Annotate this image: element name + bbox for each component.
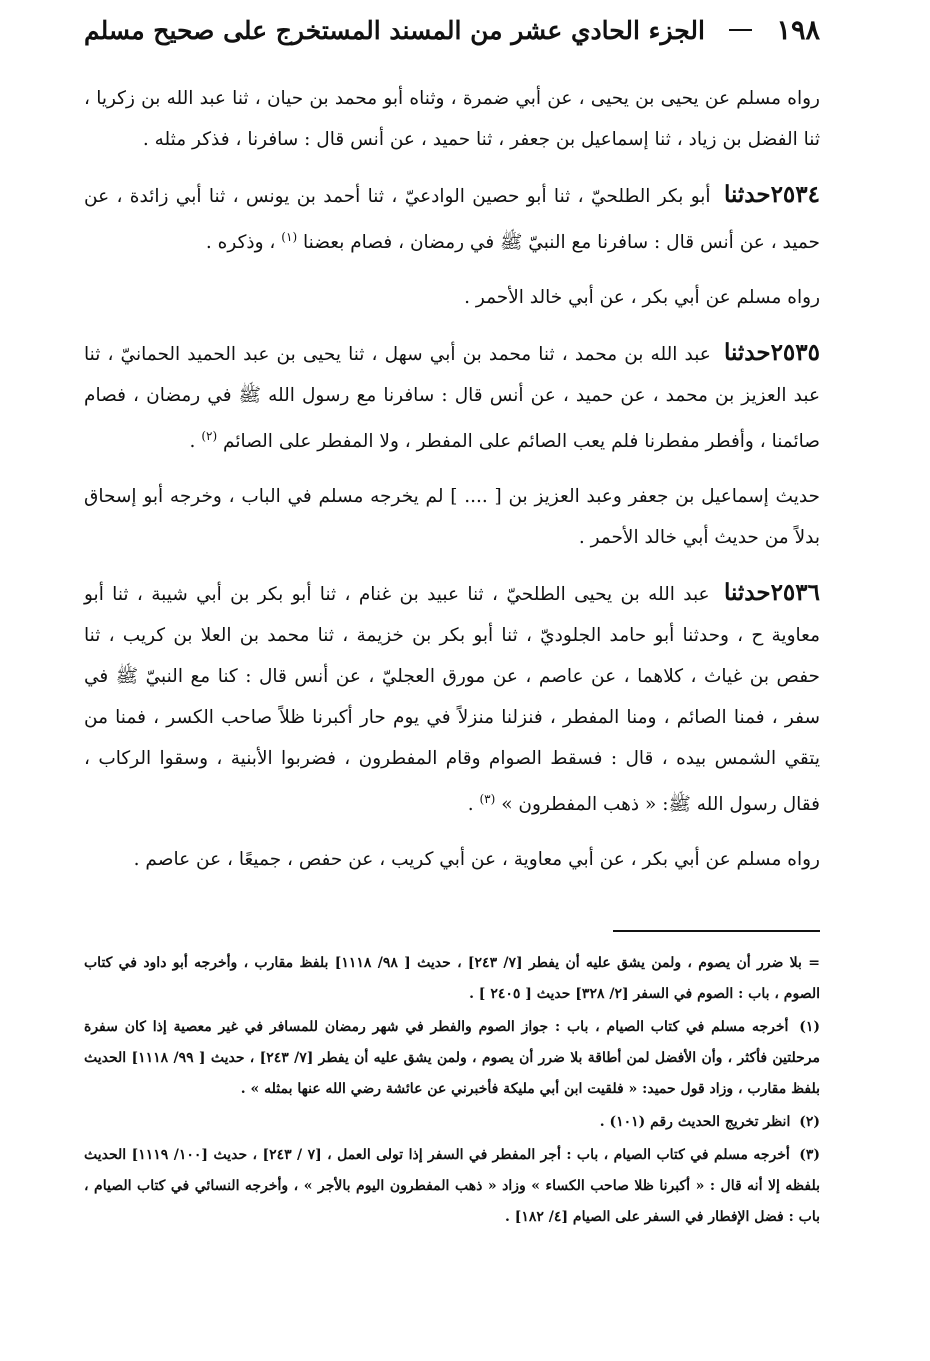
paragraph-narration [84, 839, 820, 880]
footnote-text: انظر تخريج الحديث رقم (١٠١) . [599, 1114, 791, 1130]
running-header [84, 10, 820, 50]
footnote-marker: (٣) [799, 1147, 820, 1163]
hadith-2534 [84, 174, 820, 263]
footnote-continuation [84, 948, 820, 1010]
paragraph-text: حديث إسماعيل بن جعفر وعبد العزيز بن [ .... ] لم يخرجه مسلم في الباب ، وخرجه أبو إسحاق بدلاً من حديث أبي خالد الأحمر . [84, 486, 820, 549]
footnote-text: أخرجه مسلم في كتاب الصيام ، باب : أجر المفطر في السفر إذا تولى العمل ، [٧ / ٢٤٣] ، حديث [١٠٠/ ١١١٩] الحديث بلفظه إلا أنه قال : « أكبرنا ظلا صاحب الكساء » وزاد « ذهب المفطرون اليوم بالأجر » ، وأخرجه النسائي في كتاب الصيام ، باب : فضل الإفطار في السفر على الصيام [٤/ ١٨٢] . [84, 1147, 820, 1225]
footnote-marker: (١) [799, 1019, 820, 1035]
header-title: الجزء الحادي عشر من المسند المستخرج على صحيح مسلم [84, 15, 705, 45]
paragraph-commentary [84, 476, 820, 558]
hadith-tail: ، وذكره . [205, 232, 276, 254]
footnote-separator [613, 930, 820, 932]
tahdith-keyword: حدثنا [723, 339, 771, 367]
hadith-tail: . [467, 794, 474, 816]
header-rule [729, 29, 753, 31]
footnote-text: أخرجه مسلم في كتاب الصيام ، باب : جواز الصوم والفطر في شهر رمضان للمسافر في غير معصية إذا كان سفرة مرحلتين فأكثر ، وأن الأفضل لمن أطاقة بلا ضرر أن يصوم ، ولمن يشق عليه أن يفطر [٧/ ٢٤٣] ، حديث [ ٩٩/ ١١١٨] الحديث بلفظ مقارب ، وزاد قول حميد: « فلقيت ابن أبي مليكة فأخبرني عن عائشة رضي الله عنها بمثله » . [84, 1019, 820, 1097]
footnotes [84, 948, 820, 1235]
tahdith-keyword: حدثنا [723, 181, 771, 208]
page-number: ١٩٨ [776, 14, 820, 46]
footnote-ref: (٢) [201, 429, 218, 444]
paragraph-narration [84, 78, 820, 160]
footnote-text: = بلا ضرر أن يصوم ، ولمن يشق عليه أن يفطر [٧/ ٢٤٣] ، حديث [ ٩٨/ ١١١٨] بلفظ مقارب ، وأخرجه أبو داود في كتاب الصوم ، باب : الصوم في السفر [٢/ ٣٢٨] حديث [ ٢٤٠٥ ] . [84, 955, 820, 1002]
footnote-3 [84, 1140, 820, 1233]
footnote-ref: (٣) [479, 792, 496, 807]
hadith-2536 [84, 572, 820, 825]
hadith-number: ٢٥٣٥ [770, 339, 820, 367]
footnote-1 [84, 1012, 820, 1105]
hadith-number: ٢٥٣٦ [770, 579, 820, 607]
footnote-2 [84, 1107, 820, 1138]
hadith-text: عبد الله بن يحيى الطلحيّ ، ثنا عبيد بن غنام ، ثنا أبو بكر بن أبي شيبة ، ثنا أبو معاوية ح ، وحدثنا أبو حامد الجلوديّ ، ثنا أبو بكر بن خزيمة ، ثنا محمد بن العلا بن كريب ، ثنا حفص بن غياث ، كلاهما ، عن عاصم ، عن مورق العجليّ ، عن أنس قال : كنا مع النبيّ ﷺ في سفر ، فمنا الصائم ، ومنا المفطر ، فنزلنا منزلاً في يوم حار أكبرنا ظلاً صاحب الكسر ، فمنا من يتقي الشمس بيده ، قال : فسقط الصوام وقام المفطرون ، فضربوا الأبنية ، وسقوا الركاب ، فقال رسول الله ﷺ: « ذهب المفطرون » [84, 584, 820, 816]
hadith-tail: . [189, 431, 196, 453]
paragraph-text: رواه مسلم عن أبي بكر ، عن أبي خالد الأحمر . [464, 287, 820, 309]
footnote-ref: (١) [281, 230, 298, 244]
hadith-text: عبد الله بن محمد ، ثنا محمد بن أبي سهل ، ثنا يحيى بن عبد الحميد الحمانيّ ، ثنا عبد العزيز بن محمد ، عن حميد ، عن أنس قال : سافرنا مع رسول الله ﷺ في رمضان ، فصام صائمنا ، وأفطر مفطرنا فلم يعب الصائم على المفطر ، ولا المفطر على الصائم [84, 344, 820, 453]
hadith-2535 [84, 332, 820, 462]
paragraph-text: رواه مسلم عن أبي بكر ، عن أبي معاوية ، عن أبي كريب ، عن حفص ، جميعًا ، عن عاصم . [133, 849, 820, 871]
hadith-number: ٢٥٣٤ [770, 181, 820, 208]
tahdith-keyword: حدثنا [723, 579, 771, 607]
hadith-text: أبو بكر الطلحيّ ، ثنا أبو حصين الوادعيّ ، ثنا أحمد بن يونس ، ثنا أبي زائدة ، عن حميد ، عن أنس قال : سافرنا مع النبيّ ﷺ في رمضان ، فصام بعضنا [84, 186, 820, 254]
paragraph-text: رواه مسلم عن يحيى بن يحيى ، عن أبي ضمرة ، وثناه أبو محمد بن حيان ، ثنا عبد الله بن زكريا ، ثنا الفضل بن زياد ، ثنا إسماعيل بن جعفر ، ثنا حميد ، عن أنس قال : سافرنا ، فذكر مثله . [84, 88, 820, 150]
main-text [84, 78, 820, 894]
footnote-marker: (٢) [799, 1114, 820, 1130]
paragraph-narration [84, 277, 820, 318]
